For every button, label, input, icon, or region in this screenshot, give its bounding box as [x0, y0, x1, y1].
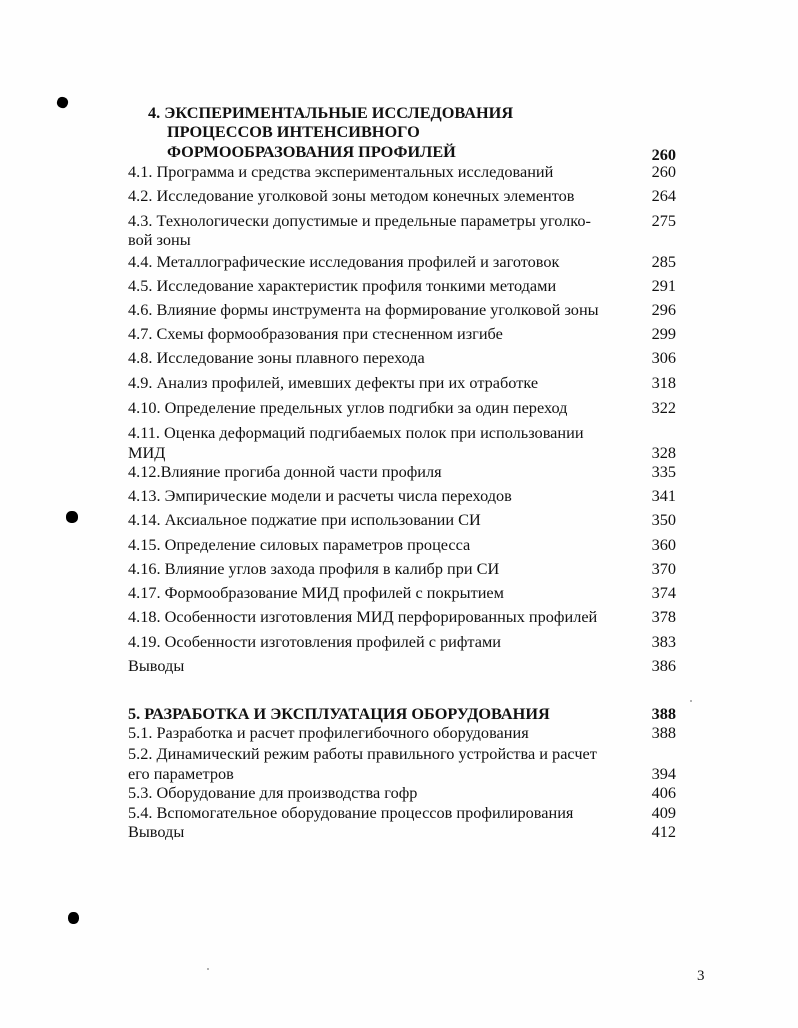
chapter-title: 5. РАЗРАБОТКА И ЭКСПЛУАТАЦИЯ ОБОРУДОВАНИЯ	[128, 704, 550, 723]
entry-page: 275	[651, 211, 676, 230]
entry-title: 5.1. Разработка и расчет профилегибочного оборудования	[128, 723, 529, 742]
entry-page: 260	[651, 162, 676, 181]
entry-page: 328	[651, 443, 676, 462]
entry-page: 394	[651, 764, 676, 783]
scan-speck-mark	[66, 511, 78, 523]
entry-page: 388	[651, 723, 676, 742]
entry-title: 4.2. Исследование уголковой зоны методом конечных элементов	[128, 186, 575, 205]
entry-title: Выводы	[128, 822, 185, 841]
entry-page: 370	[651, 559, 676, 578]
entry-title: 5.2. Динамический режим работы правильного устройства и расчет	[128, 744, 597, 763]
entry-title: 5.4. Вспомогательное оборудование процессов профилирования	[128, 803, 574, 822]
entry-title: 4.19. Особенности изготовления профилей с рифтами	[128, 632, 501, 651]
chapter-4-heading-line-1: 4. ЭКСПЕРИМЕНТАЛЬНЫЕ ИССЛЕДОВАНИЯ	[148, 103, 514, 122]
entry-title: 4.5. Исследование характеристик профиля тонкими методами	[128, 276, 557, 295]
entry-page: 264	[651, 186, 676, 205]
entry-page: 412	[651, 822, 676, 841]
entry-page: 335	[651, 462, 676, 481]
page-number-footer: 3	[697, 968, 705, 984]
scan-speck-mark	[68, 912, 79, 924]
entry-page: 285	[651, 252, 676, 271]
entry-page: 378	[651, 607, 676, 626]
entry-title: 4.8. Исследование зоны плавного перехода	[128, 348, 425, 367]
entry-title: 4.1. Программа и средства экспериментальных исследований	[128, 162, 554, 181]
entry-title: 4.6. Влияние формы инструмента на формирование уголковой зоны	[128, 300, 599, 319]
chapter-4-heading-line-2: ПРОЦЕССОВ ИНТЕНСИВНОГО	[167, 122, 420, 141]
scan-dust-mark	[207, 968, 209, 970]
entry-page: 296	[651, 300, 676, 319]
entry-page: 318	[651, 373, 676, 392]
entry-page: 360	[651, 535, 676, 554]
entry-page: 299	[651, 324, 676, 343]
entry-page: 350	[651, 510, 676, 529]
entry-title: 4.16. Влияние углов захода профиля в калибр при СИ	[128, 559, 500, 578]
scan-speck-mark	[55, 95, 69, 109]
entry-page: 406	[651, 783, 676, 802]
entry-page: 383	[651, 632, 676, 651]
chapter-page: 388	[651, 704, 676, 723]
entry-title: 4.9. Анализ профилей, имевших дефекты при их отработке	[128, 373, 539, 392]
entry-page: 291	[651, 276, 676, 295]
entry-title: 4.11. Оценка деформаций подгибаемых полок при использовании	[128, 423, 584, 442]
entry-title: 4.18. Особенности изготовления МИД перфорированных профилей	[128, 607, 598, 626]
entry-page: 306	[651, 348, 676, 367]
entry-title: 4.3. Технологически допустимые и предельные параметры уголко-	[128, 211, 591, 230]
entry-page: 374	[651, 583, 676, 602]
entry-page: 409	[651, 803, 676, 822]
entry-title: 5.3. Оборудование для производства гофр	[128, 783, 418, 802]
entry-title: 4.13. Эмпирические модели и расчеты числа переходов	[128, 486, 512, 505]
scan-dust-mark	[690, 700, 692, 702]
entry-page: 341	[651, 486, 676, 505]
entry-title: 4.17. Формообразование МИД профилей с покрытием	[128, 583, 504, 602]
entry-title: Выводы	[128, 656, 185, 675]
entry-title: 4.15. Определение силовых параметров процесса	[128, 535, 471, 554]
entry-title: 4.12.Влияние прогиба донной части профиля	[128, 462, 442, 481]
entry-title-continuation: его параметров	[128, 764, 234, 783]
entry-title: 4.7. Схемы формообразования при стесненном изгибе	[128, 324, 503, 343]
entry-page: 322	[651, 398, 676, 417]
entry-title-continuation: вой зоны	[128, 230, 191, 249]
entry-title: 4.4. Металлографические исследования профилей и заготовок	[128, 252, 560, 271]
page-number: 260	[651, 145, 676, 164]
entry-title: 4.10. Определение предельных углов подгибки за один переход	[128, 398, 568, 417]
entry-title: 4.14. Аксиальное поджатие при использовании СИ	[128, 510, 481, 529]
entry-title-continuation: МИД	[128, 443, 166, 462]
entry-page: 386	[651, 656, 676, 675]
chapter-4-heading-line-3: ФОРМООБРАЗОВАНИЯ ПРОФИЛЕЙ	[167, 142, 456, 161]
